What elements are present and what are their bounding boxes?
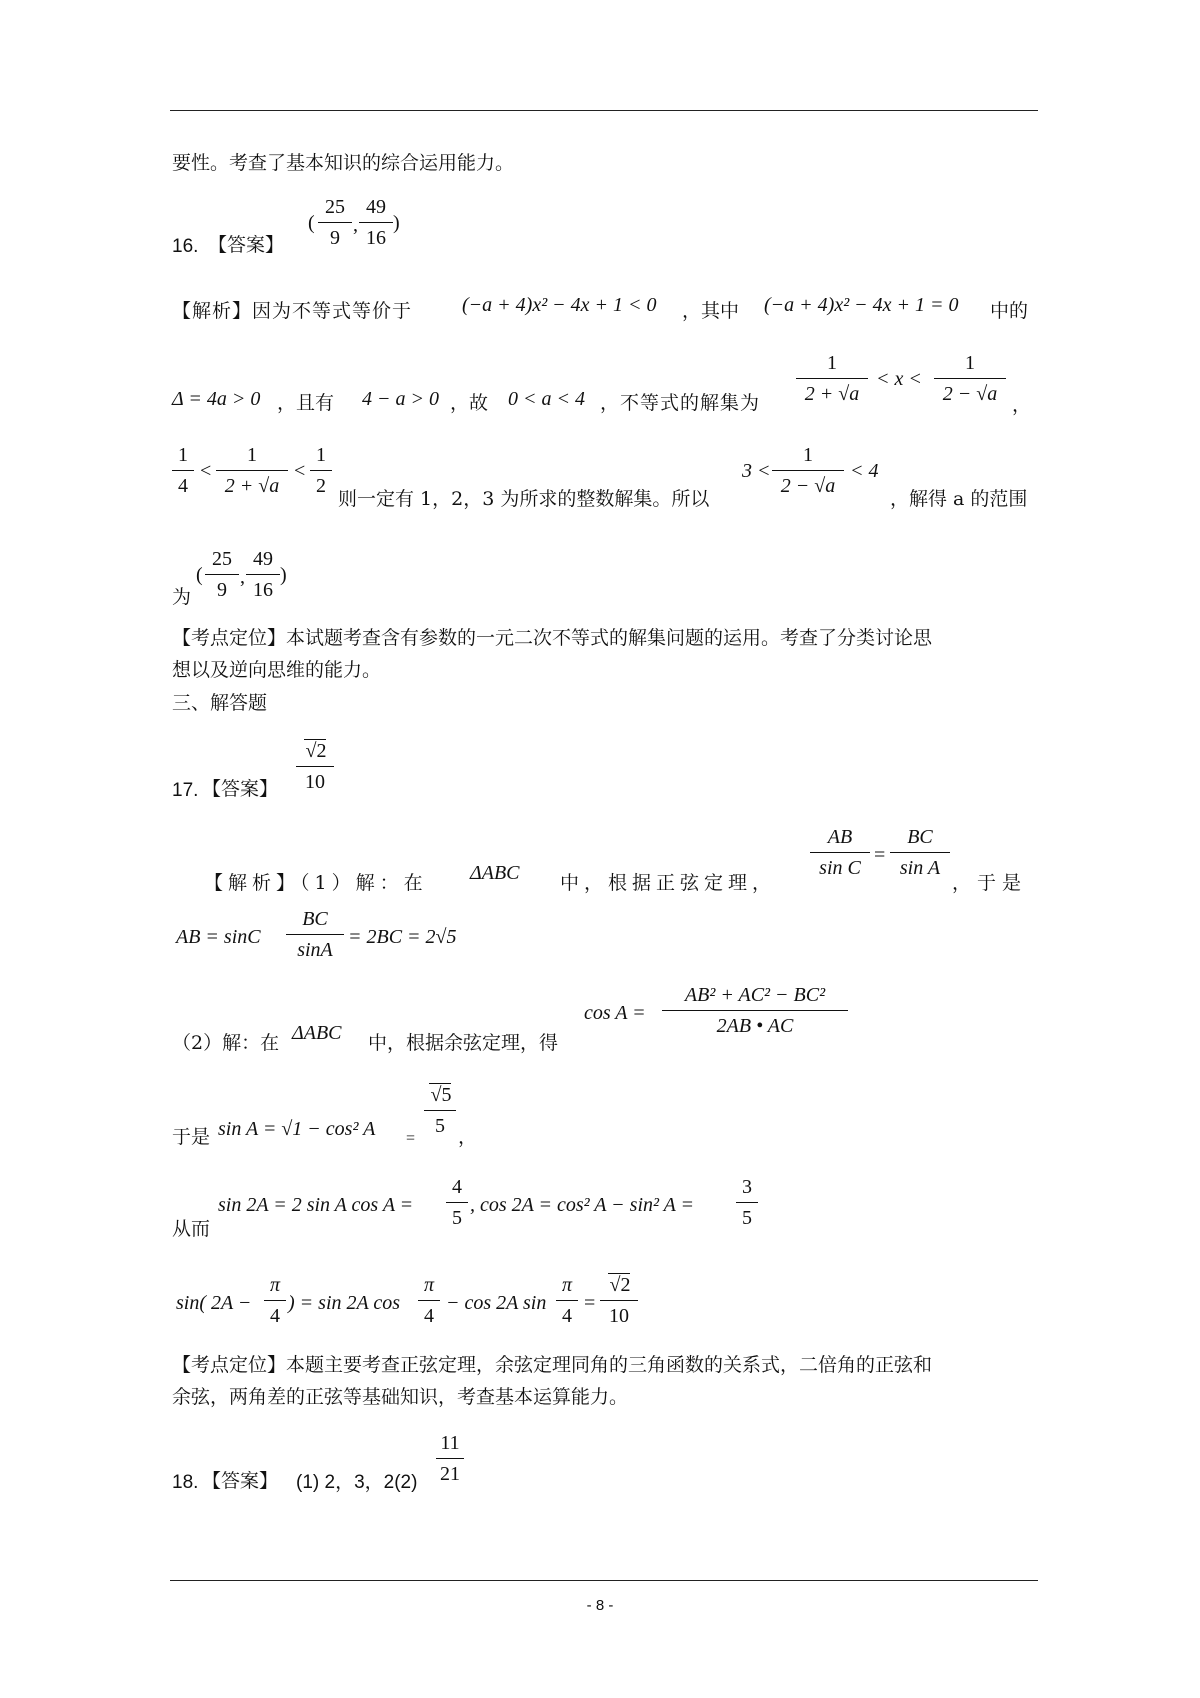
q17-double-frac-1: $\frac{4}{5}$ (446, 1172, 468, 1233)
q16-three-lt: 3 < (742, 460, 771, 482)
q16-text-gu: ，故 (450, 392, 489, 414)
q16-kaodian-line2: 想以及逆向思维的能力。 (172, 659, 382, 681)
q16-lt-1: < (200, 460, 212, 482)
q17-pi-over-4-c: $\frac{\pi}{4}$ (556, 1270, 578, 1331)
q17-sin-eq: = (406, 1130, 416, 1147)
q16-text-result: ，解得 a 的范围 (890, 488, 1028, 510)
q17-sine-rule-eq: = (874, 844, 886, 866)
text-line-1: 要性。考查了基本知识的综合运用能力。 (172, 152, 515, 174)
header-rule (170, 110, 1038, 111)
q17-answer-label: 【答案】 (202, 778, 279, 800)
q17-cos-frac: $\frac{\text{AB² + AC² − BC²}}{2AB • AC}$ (662, 980, 848, 1041)
q17-sin-frac: $\frac{√5}{5}$ (424, 1080, 456, 1141)
section-heading: 三、解答题 (172, 692, 268, 714)
q16-lt-2: < (294, 460, 306, 482)
q16-text-zhongde: 中的 (990, 300, 1029, 322)
q16-text-solution-set: ，不等式的解集为 (600, 392, 761, 414)
q16-final-frac-1: $\frac{25}{9}$ (205, 544, 239, 605)
q17-text-yushi: ，于是 (952, 872, 1028, 894)
q16-text-qieyou: ，且有 (277, 392, 335, 414)
q17-final-eq: = (584, 1292, 596, 1314)
q17-part2-mid: 中，根据余弦定理，得 (368, 1032, 559, 1054)
q17-pi-over-4-b: $\frac{\pi}{4}$ (418, 1270, 440, 1331)
q16-analysis-label: 【解析】因为不等式等价于 (172, 300, 413, 322)
q16-equation: (−a + 4)x² − 4x + 1 = 0 (764, 294, 959, 316)
q16-answer-frac-1: $\frac{25}{9}$ (318, 192, 352, 253)
q16-frac-quarter: $\frac{1}{4}$ (172, 440, 194, 501)
q17-number: 17. (172, 780, 199, 801)
q17-final-frac: $\frac{√2}{10}$ (600, 1270, 638, 1331)
q16-final-close: ) (280, 564, 287, 586)
q16-lt-x-lt: < x < (876, 368, 922, 390)
q16-frac-half: $\frac{1}{2}$ (310, 440, 332, 501)
q17-analysis-mid: 中，根据正弦定理， (560, 872, 777, 894)
q16-final-frac-2: $\frac{49}{16}$ (246, 544, 280, 605)
q17-text-congr: 从而 (172, 1218, 211, 1240)
q18-number: 18. (172, 1472, 199, 1493)
q17-double-angle-lhs: sin 2A = 2 sin A cos A = (218, 1194, 414, 1216)
q16-frac-upper-bound: $\frac{1}{2 - √a}$ (934, 348, 1006, 409)
q16-answer-open: ( (308, 212, 315, 234)
page-number: - 8 - (586, 1597, 614, 1614)
q18-answer-frac: $\frac{11}{21}$ (436, 1428, 464, 1489)
q16-answer-label: 【答案】 (208, 234, 285, 256)
q18-answer-label: 【答案】 (202, 1470, 279, 1492)
q17-kaodian-line2: 余弦，两角差的正弦等基础知识，考查基本运算能力。 (172, 1386, 629, 1408)
q17-triangle-2: ΔABC (292, 1022, 342, 1044)
q17-pi-over-4-a: $\frac{\pi}{4}$ (264, 1270, 286, 1331)
q17-final-a: sin( 2A − (176, 1292, 252, 1314)
q17-triangle-1: ΔABC (470, 862, 520, 884)
q16-kaodian: 【考点定位】本试题考查含有参数的一元二次不等式的解集问题的运用。考查了分类讨论思 (172, 627, 933, 649)
q16-text-wei: 为 (172, 586, 192, 608)
q16-answer-close: ) (393, 212, 400, 234)
q17-answer-frac: $\frac{√2}{10}$ (296, 736, 334, 797)
q17-double-frac-2: $\frac{3}{5}$ (736, 1172, 758, 1233)
q17-part2-label: （2）解：在 (172, 1032, 280, 1054)
q17-sine-rule-right: $\frac{BC}{\text{sin A}}$ (890, 822, 950, 883)
q16-frac-lower-bound: $\frac{1}{2 + √a}$ (796, 348, 868, 409)
q17-analysis-label: 【解析】（1）解：在 (204, 872, 428, 894)
q16-condition: 4 − a > 0 (362, 388, 439, 410)
q16-number: 16. (172, 236, 199, 257)
q16-inequality: (−a + 4)x² − 4x + 1 < 0 (462, 294, 657, 316)
footer-rule (170, 1580, 1038, 1581)
q16-answer-comma: , (353, 214, 358, 236)
q16-final-open: ( (196, 564, 203, 586)
q17-kaodian: 【考点定位】本题主要考查正弦定理，余弦定理同角的三角函数的关系式，二倍角的正弦和 (172, 1354, 933, 1376)
q16-text-qizhong: ，其中 (682, 300, 740, 322)
q17-final-c: − cos 2A sin (446, 1292, 547, 1314)
q16-range: 0 < a < 4 (508, 388, 585, 410)
q17-sine-rule-left: $\frac{AB}{\text{sin C}}$ (810, 822, 870, 883)
q17-sin-expr: sin A = √1 − cos² A (218, 1118, 376, 1140)
q16-frac-mid: $\frac{1}{2 + √a}$ (216, 440, 288, 501)
q17-double-angle-mid: , cos 2A = cos² A − sin² A = (470, 1194, 694, 1216)
q16-delta: Δ = 4a > 0 (172, 388, 261, 410)
q16-comma: ， (1012, 394, 1032, 416)
q17-ab-frac: $\frac{BC}{\sin A}$ (286, 904, 344, 965)
q17-ab-rhs: = 2BC = 2√5 (348, 926, 457, 948)
q17-text-yushi2: 于是 (172, 1126, 211, 1148)
q16-final-comma: , (240, 566, 245, 588)
q16-text-integer-set: 则一定有 1，2，3 为所求的整数解集。所以 (338, 488, 710, 510)
q16-lt-four: < 4 (850, 460, 879, 482)
q16-frac-bound: $\frac{1}{2 - √a}$ (772, 440, 844, 501)
q17-ab-lhs: AB = sinC (176, 926, 261, 948)
q17-sin-comma: ， (458, 1126, 478, 1148)
q17-final-b: ) = sin 2A cos (288, 1292, 401, 1314)
q18-answer-text: (1) 2，3，2(2) (296, 1472, 418, 1493)
q17-cos-lhs: cos A = (584, 1002, 646, 1024)
q16-answer-frac-2: $\frac{49}{16}$ (359, 192, 393, 253)
